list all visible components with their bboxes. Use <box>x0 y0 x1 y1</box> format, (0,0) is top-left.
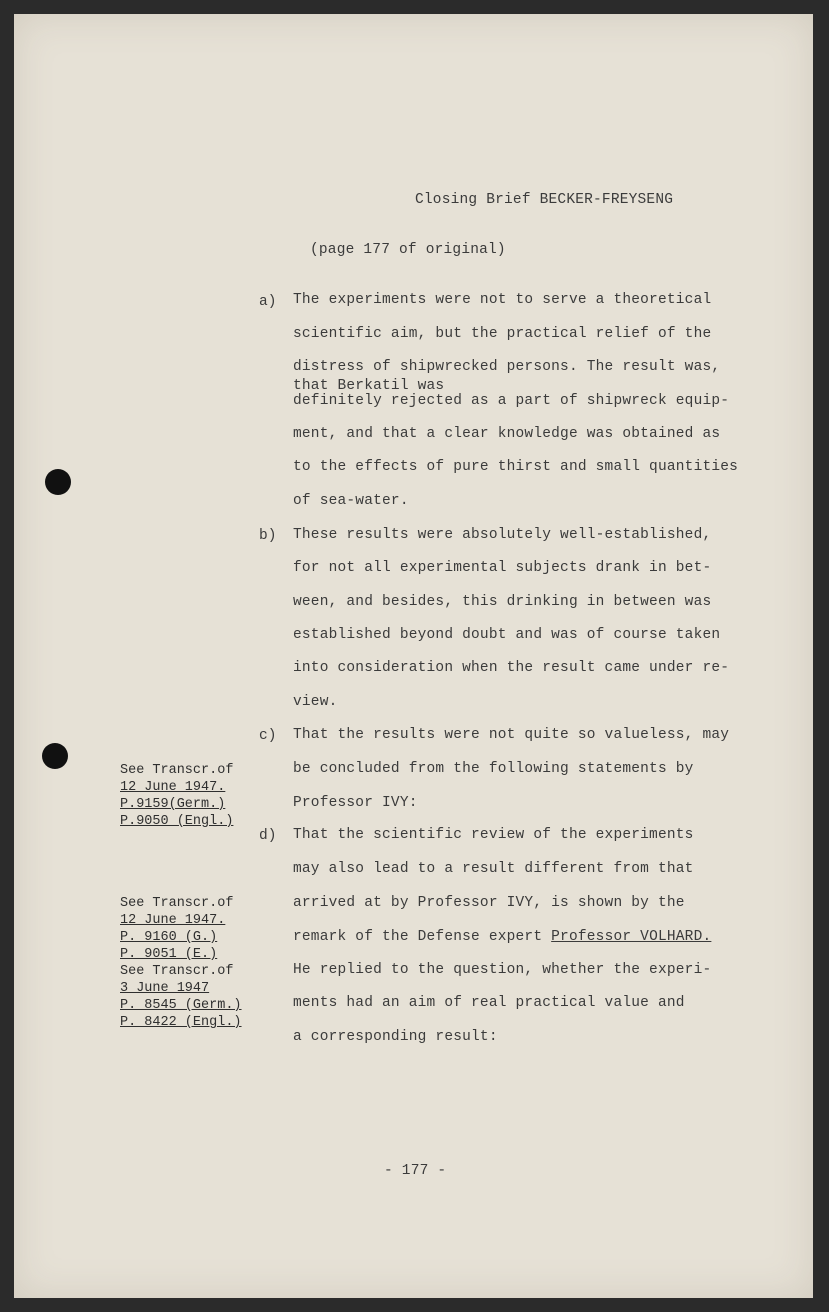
paragraph-line: That the results were not quite so valueless, may <box>293 727 730 743</box>
paragraph-line: arrived at by Professor IVY, is shown by the <box>293 895 685 911</box>
paragraph-marker: d) <box>259 828 277 844</box>
margin-note-line: P.9050 (Engl.) <box>120 814 234 829</box>
margin-note-line: See Transcr.of <box>120 763 234 778</box>
paragraph-line <box>293 929 711 945</box>
paragraph-line: ween, and besides, this drinking in between was <box>293 594 712 610</box>
paragraph-line: view. <box>293 694 338 710</box>
margin-note-line: 12 June 1947. <box>120 780 226 795</box>
paragraph-line: be concluded from the following statements by <box>293 761 694 777</box>
paragraph-marker: b) <box>259 528 277 544</box>
margin-note-line: P. 8545 (Germ.) <box>120 998 242 1013</box>
paragraph-line: into consideration when the result came under re- <box>293 660 730 676</box>
line-text: remark of the Defense expert <box>293 929 552 945</box>
margin-note-line: P. 9160 (G.) <box>120 930 218 945</box>
punch-hole <box>42 743 68 769</box>
page-reference: (page 177 of original) <box>310 242 506 258</box>
margin-note-line: P. 8422 (Engl.) <box>120 1015 242 1030</box>
document-title: Closing Brief BECKER-FREYSENG <box>415 192 674 208</box>
paragraph-line: established beyond doubt and was of course taken <box>293 627 721 643</box>
paragraph-line: ment, and that a clear knowledge was obtained as <box>293 426 721 442</box>
margin-note-line: See Transcr.of <box>120 964 234 979</box>
punch-hole <box>45 469 71 495</box>
paragraph-line: definitely rejected as a part of shipwreck equip- <box>293 393 730 409</box>
margin-note-line: 3 June 1947 <box>120 981 210 996</box>
margin-note-line: P. 9051 (E.) <box>120 947 218 962</box>
paragraph-line: scientific aim, but the practical relief of the <box>293 326 712 342</box>
underlined-name: Professor VOLHARD. <box>551 929 712 945</box>
paragraph-marker: a) <box>259 294 277 310</box>
paragraph-line: may also lead to a result different from that <box>293 861 694 877</box>
paragraph-line: that Berkatil was <box>293 378 445 394</box>
margin-note-line: P.9159(Germ.) <box>120 797 226 812</box>
document-page <box>14 14 813 1298</box>
paragraph-line: ments had an aim of real practical value and <box>293 995 685 1011</box>
paragraph-line: of sea-water. <box>293 493 409 509</box>
paragraph-line: These results were absolutely well-established, <box>293 527 712 543</box>
paragraph-line: distress of shipwrecked persons. The result was, <box>293 359 721 375</box>
paragraph-line: to the effects of pure thirst and small quantities <box>293 459 739 475</box>
paragraph-line: Professor IVY: <box>293 795 418 811</box>
margin-note <box>120 963 242 1031</box>
margin-note <box>120 895 233 963</box>
paragraph-line: a corresponding result: <box>293 1029 498 1045</box>
paragraph-line: He replied to the question, whether the experi- <box>293 962 712 978</box>
paragraph-line: That the scientific review of the experiments <box>293 827 694 843</box>
margin-note-line: 12 June 1947. <box>120 913 226 928</box>
margin-note-line: See Transcr.of <box>120 896 234 911</box>
paragraph-line: for not all experimental subjects drank in bet- <box>293 560 712 576</box>
paragraph-marker: c) <box>259 728 277 744</box>
page-number: - 177 - <box>384 1163 447 1179</box>
paragraph-line: The experiments were not to serve a theoretical <box>293 292 712 308</box>
margin-note <box>120 762 233 830</box>
